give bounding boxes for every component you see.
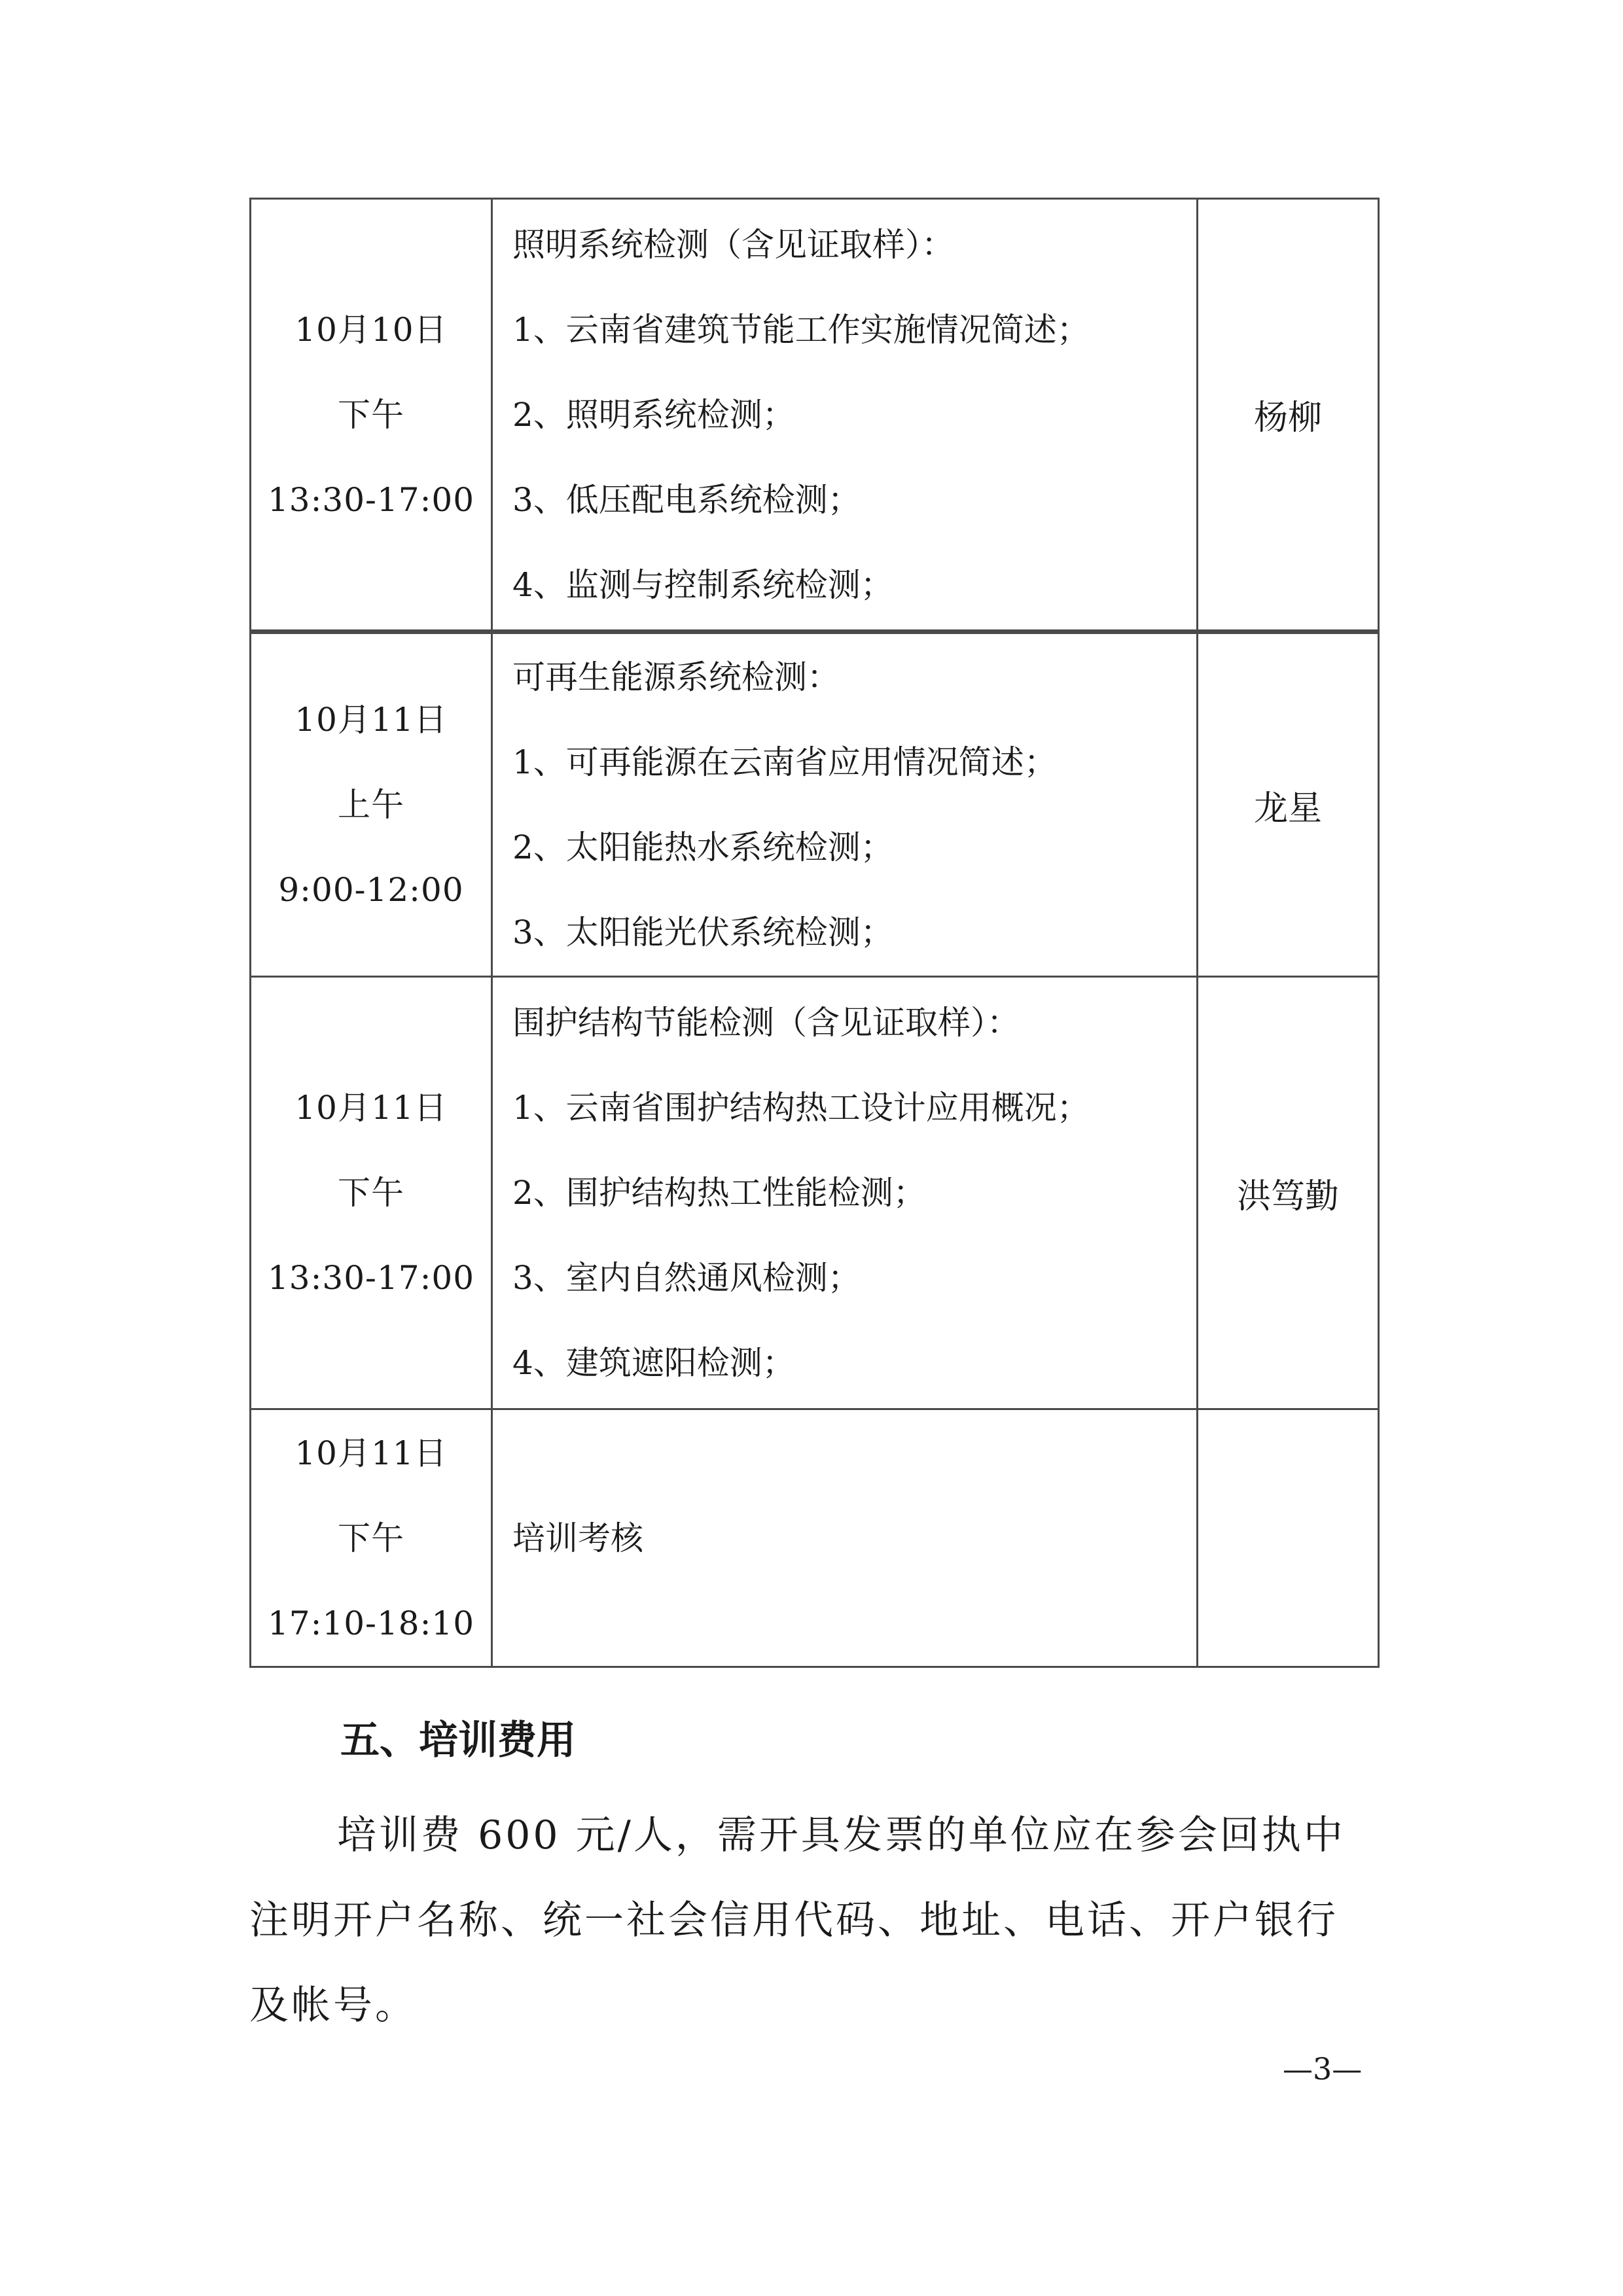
session-time-cell [251,1409,492,1667]
session-period: 上午 [338,786,404,824]
speaker-cell [1198,632,1379,977]
session-item: 3、低压配电系统检测； [512,480,861,519]
fee-paragraph: 培训费 600 元/人，需开具发票的单位应在参会回执中注明开户名称、统一社会信用代码、地址、电话、开户银行及帐号。 [249,1812,1346,2028]
session-item: 4、监测与控制系统检测； [512,565,893,604]
speaker-name: 杨柳 [1253,398,1322,438]
session-item: 1、可再能源在云南省应用情况简述； [512,743,1057,781]
speaker-name: 龙星 [1253,788,1322,828]
session-period: 下午 [338,1519,404,1557]
session-title: 照明系统检测（含见证取样）： [512,225,954,264]
session-item: 2、照明系统检测； [512,395,795,434]
session-period: 下午 [338,1174,404,1212]
session-date: 10月10日 [294,310,448,349]
session-item: 2、围护结构热工性能检测； [512,1174,926,1212]
session-content-cell [492,632,1198,977]
session-item: 3、太阳能光伏系统检测； [512,913,893,951]
session-item: 1、云南省建筑节能工作实施情况简述； [512,310,1090,349]
session-time: 9:00-12:00 [278,871,464,909]
session-date: 10月11日 [294,701,448,739]
session-content-cell [492,1409,1198,1667]
session-period: 下午 [338,395,404,434]
session-date: 10月11日 [294,1434,448,1472]
section-heading: 五、培训费用 [340,1718,576,1763]
speaker-cell [1198,199,1379,632]
session-content-cell [492,199,1198,632]
session-time: 13:30-17:00 [267,1259,475,1297]
session-item: 4、建筑遮阳检测； [512,1344,795,1382]
session-item: 3、室内自然通风检测； [512,1259,861,1297]
page-number: —3— [1283,2051,1363,2087]
session-title: 围护结构节能检测（含见证取样）： [512,1004,1020,1042]
session-time: 13:30-17:00 [267,480,475,519]
speaker-name: 洪笃勤 [1236,1176,1339,1216]
session-title: 可再生能源系统检测： [512,658,840,696]
session-time-cell [251,977,492,1409]
training-schedule-table [249,198,1380,1668]
session-time-cell [251,199,492,632]
session-time: 17:10-18:10 [267,1604,475,1642]
schedule-row [251,632,1379,977]
schedule-row [251,199,1379,632]
session-content-cell [492,977,1198,1409]
session-item: 2、太阳能热水系统检测； [512,828,893,866]
session-date: 10月11日 [294,1089,448,1127]
schedule-row [251,1409,1379,1667]
session-title: 培训考核 [512,1519,643,1557]
session-item: 1、云南省围护结构热工设计应用概况； [512,1089,1090,1127]
schedule-row [251,977,1379,1409]
speaker-cell [1198,1409,1379,1667]
speaker-cell [1198,977,1379,1409]
session-time-cell [251,632,492,977]
